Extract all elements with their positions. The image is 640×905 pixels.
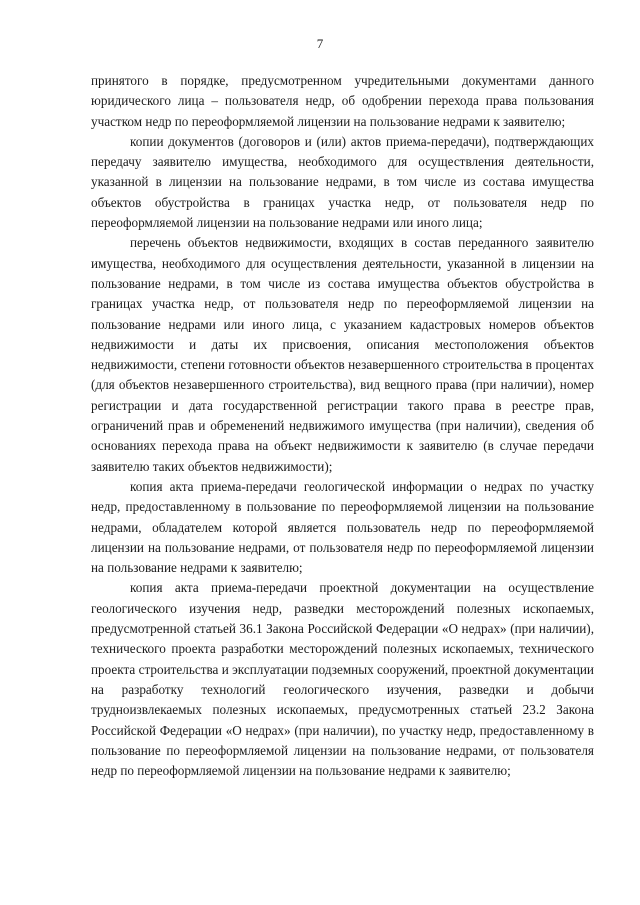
paragraph-geological-info-act: копия акта приема-передачи геологической информации о недрах по участку недр, предоставленному в пользование по переоформляемой лицензии на пользование недрами, обладателем которой является пользователь недр по переоформляемой лицензии на пользование недрами, от пользователя недр по переоформляемой лицензии на пользование недрами к заявителю;: [91, 478, 594, 576]
page-number: 7: [316, 36, 324, 51]
paragraph-project-documentation-act: копия акта приема-передачи проектной документации на осуществление геологического изучения недр, разведки месторождений полезных ископаемых, предусмотренной статьей 36.1 Закона Российской Федерации «О недрах» (при наличии), технического проекта разработки месторождений полезных ископаемых, технического проекта строительства и эксплуатации подземных сооружений, проектной документации на разработку технологий геологического изучения, разведки и добычи трудноизвлекаемых полезных ископаемых, предусмотренных статьей 23.2 Закона Российской Федерации «О недрах» (при наличии), по участку недр, предоставленному в пользование по переоформляемой лицензии на пользование недрами, от пользователя недр по переоформляемой лицензии на пользование недрами к заявителю;: [91, 580, 594, 779]
paragraph-real-estate-list: перечень объектов недвижимости, входящих в состав переданного заявителю имущества, необходимого для осуществления деятельности, указанной в лицензии на пользование недрами, в том числе из состава имущества объектов обустройства в границах участка недр, от пользователя недр по переоформляемой лицензии на пользование недрами или иного лица, с указанием кадастровых номеров объектов недвижимости и даты их присвоения, описания местоположения объектов недвижимости, степени готовности объектов незавершенного строительства в процентах (для объектов незавершенного строительства), вид вещного права (при наличии), номер регистрации и дата государственной регистрации такого права в реестре прав, ограничений прав и обременений недвижимого имущества (при наличии), сведения об основаниях перехода права на объект недвижимости к заявителю (в случае передачи заявителю таких объектов недвижимости);: [91, 235, 594, 474]
document-body: [91, 71, 594, 781]
paragraph-property-transfer-docs: копии документов (договоров и (или) актов приема-передачи), подтверждающих передачу заявителю имущества, необходимого для осуществления деятельности, указанной в лицензии на пользование недрами, в том числе из состава имущества объектов обустройства в границах участка недр, от пользователя недр по переоформляемой лицензии на пользование недрами или иного лица;: [91, 133, 594, 231]
paragraph-decision-continuation: принятого в порядке, предусмотренном учредительными документами данного юридического лица – пользователя недр, об одобрении перехода права пользования участком недр по переоформляемой лицензии на пользование недрами к заявителю;: [91, 73, 594, 129]
